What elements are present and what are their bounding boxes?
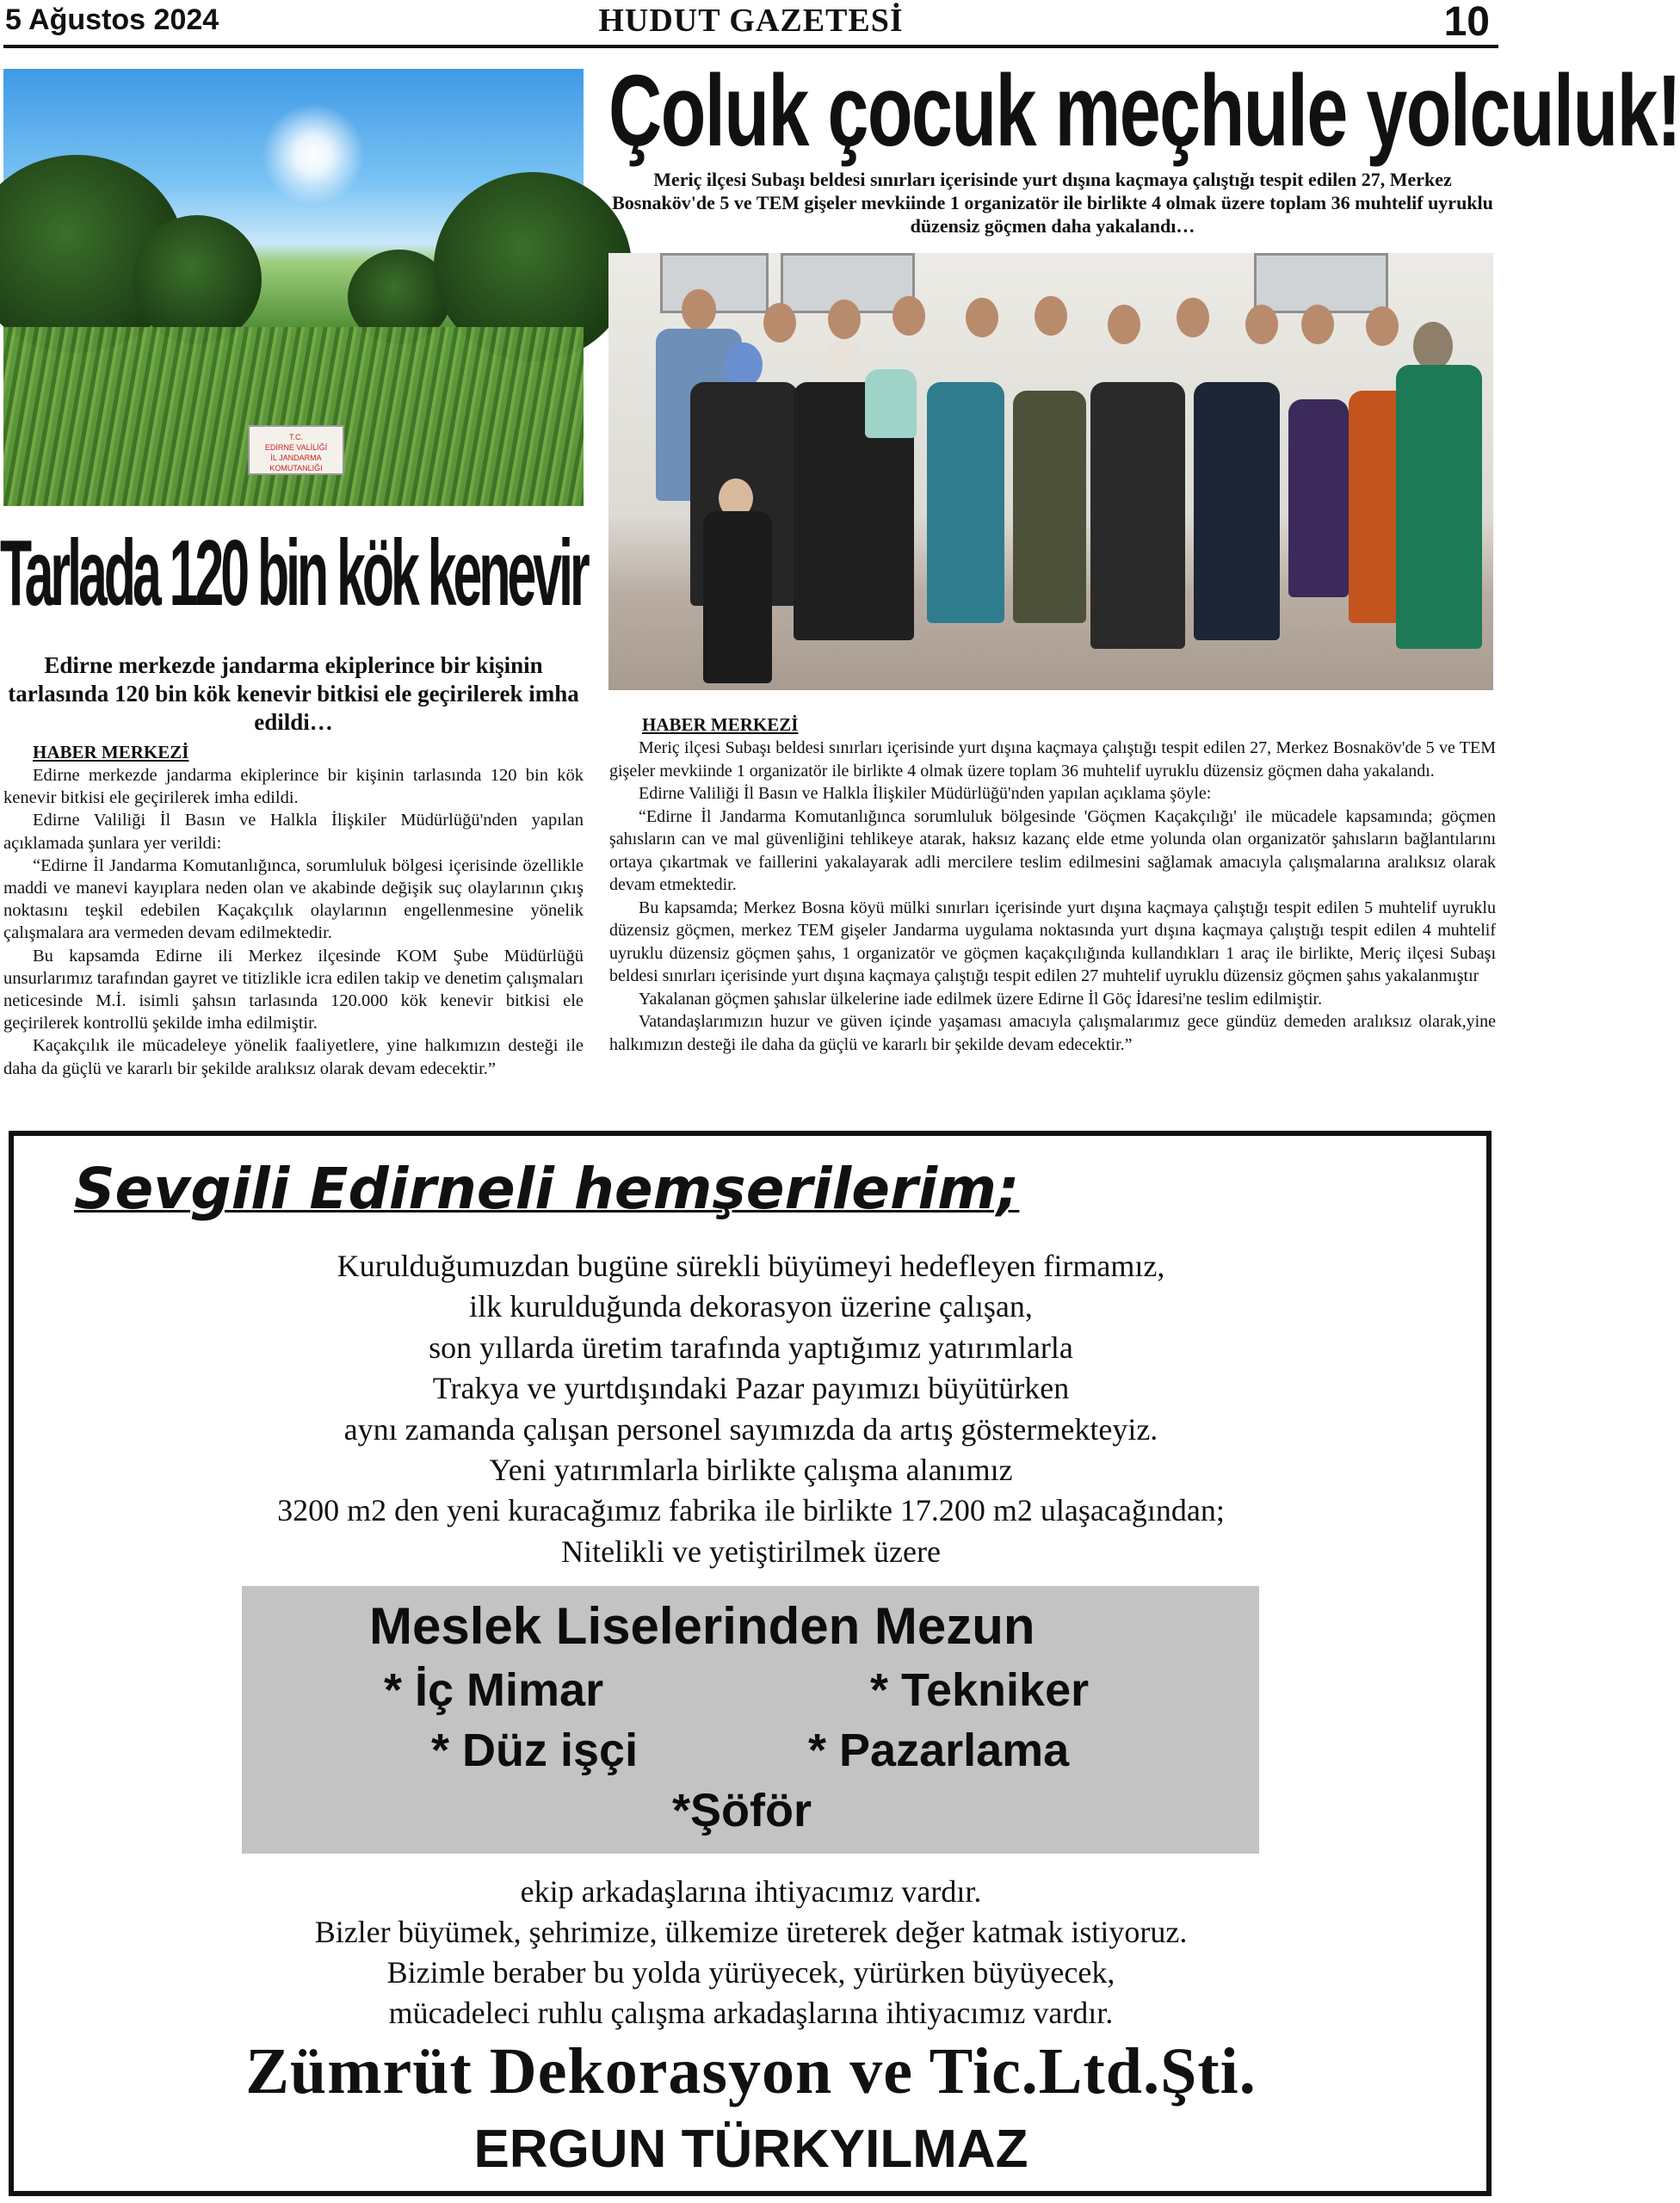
paragraph: Vatandaşlarımızın huzur ve güven içinde yaşaması amacıyla çalışmalarımız gece gündüz demeden aralıksız olarak,yine halkımızın desteği ile daha da güçlü ve kararlı bir şekilde devam edecektir.” bbox=[609, 1012, 1496, 1054]
migrant-group-photo bbox=[608, 253, 1493, 690]
paragraph: Bu kapsamda; Merkez Bosna köyü mülki sınırları içerisinde yurt dışına kaçmaya çalıştığı tespit edilen 5 muhtelif uyruklu düzensiz göçmen, merkez TEM gişeler Jandarma uygulama noktasında yurt dışına kaçmaya çalıştığı tespit edilen 4 muhtelif uyruklu düzensiz göçmen şahıs, 1 organizatör ve göçmen kaçakçılığında kullandıkları 1 araç ile birlikte, Meriç ilçesi Subaşı beldesi sınırları içerisinde yurt dışına kaçmaya çalıştığı tespit edilen 27 muhtelif uyruklu düzensiz göçmen şahıs yakalanmıştır bbox=[609, 898, 1496, 985]
person-head bbox=[1245, 305, 1278, 344]
left-headline: Tarlada 120 bin kök kenevir bbox=[0, 521, 587, 626]
person-head bbox=[1035, 296, 1067, 336]
right-byline: HABER MERKEZİ bbox=[642, 714, 799, 735]
hemp-field-photo bbox=[3, 69, 584, 506]
paragraph: Bu kapsamda Edirne ili Merkez ilçesinde KOM Şube Müdürlüğü unsurlarımız tarafından gayret ve titizlikle icra edilen takip ve denetim çalışmaları neticesinde M.İ. isimli şahsın tarlasında 120.000 kök kenevir bitkisi ele geçirilerek kontrollü şekilde imha edilmiştir. bbox=[3, 946, 584, 1034]
position-item: *Şöför bbox=[672, 1785, 812, 1836]
newspaper-name: HUDUT GAZETESİ bbox=[598, 3, 904, 39]
right-headline: Çoluk çocuk meçhule yolculuk! bbox=[608, 54, 1680, 168]
person-head bbox=[966, 298, 998, 337]
advert-line: Bizler büyümek, şehrimize, ülkemize üreterek değer katmak istiyoruz. bbox=[314, 1915, 1188, 1949]
advert-title: Sevgili Edirneli hemşerilerim; bbox=[74, 1156, 1020, 1222]
advert-line: Trakya ve yurtdışındaki Pazar payımızı büyütürken bbox=[432, 1371, 1070, 1406]
paragraph: “Edirne İl Jandarma Komutanlığınca sorumluluk bölgesinde 'Göçmen Kaçakçılığı' ile mücadele kapsamında; göçmen şahısların can ve mal güvenliğini tehlikeye atarak, haksız kazanç elde etme yolunda olan organizatör şahısların bağlantılarını ortaya çıkartmak ve faillerini yakalayarak adli mercilere teslim edilmesini sağlamak amacıyla çalışmalarına aralıksız olarak devam etmektedir. bbox=[609, 806, 1496, 894]
position-item: * İç Mimar bbox=[384, 1664, 604, 1716]
advert-line: Yeni yatırımlarla birlikte çalışma alanımız bbox=[489, 1453, 1013, 1488]
position-item: * Pazarlama bbox=[808, 1725, 1070, 1776]
left-article-body bbox=[3, 764, 584, 1080]
advert-line: ekip arkadaşlarına ihtiyacımız vardır. bbox=[520, 1874, 982, 1909]
hemp-plants bbox=[3, 327, 584, 506]
paragraph: Edirne merkezde jandarma ekiplerince bir kişinin tarlasında 120 bin kök kenevir bitkisi ele geçirilerek imha edildi. bbox=[3, 766, 584, 808]
paragraph: Edirne Valiliği İl Basın ve Halkla İlişkiler Müdürlüğü'nden yapılan açıklamada şunlara yer verildi: bbox=[3, 811, 584, 853]
person-head bbox=[1177, 298, 1209, 337]
left-byline: HABER MERKEZİ bbox=[33, 742, 189, 762]
advert-closing bbox=[0, 1872, 1502, 2033]
sign-line: İL JANDARMA KOMUTANLIĞI bbox=[269, 454, 323, 472]
page-number: 10 bbox=[1443, 0, 1490, 45]
position-item: * Tekniker bbox=[870, 1664, 1090, 1716]
person-head bbox=[1413, 322, 1453, 370]
person-head bbox=[1366, 306, 1399, 346]
person-head bbox=[725, 342, 763, 387]
advert-line: mücadeleci ruhlu çalışma arkadaşlarına ihtiyacımız vardır. bbox=[388, 1996, 1114, 2030]
person-body bbox=[1013, 391, 1086, 623]
paragraph: Kaçakçılık ile mücadeleye yönelik faaliyetlere, yine halkımızın desteği ile daha da güçlü ve kararlı bir şekilde aralıksız olarak devam edecektir.” bbox=[3, 1036, 584, 1078]
gendarmerie-sign bbox=[248, 425, 344, 475]
advert-line: Bizimle beraber bu yolda yürüyecek, yürürken büyüyecek, bbox=[386, 1955, 1115, 1990]
issue-date: 5 Ağustos 2024 bbox=[5, 3, 219, 36]
person-body bbox=[1396, 365, 1482, 649]
job-positions-box bbox=[242, 1586, 1259, 1854]
advert-line: ilk kurulduğunda dekorasyon üzerine çalışan, bbox=[469, 1289, 1033, 1324]
position-item: * Düz işçi bbox=[431, 1725, 639, 1776]
sign-line: EDİRNE VALİLİĞİ bbox=[264, 443, 328, 452]
tree-left-small bbox=[133, 215, 262, 344]
paragraph: Edirne Valiliği İl Basın ve Halkla İlişkiler Müdürlüğü'nden yapılan açıklama şöyle: bbox=[639, 784, 1212, 803]
baby-body bbox=[865, 369, 917, 438]
person-head bbox=[1108, 305, 1140, 344]
window bbox=[1254, 253, 1388, 313]
person-body bbox=[927, 382, 1004, 623]
advert-line: aynı zamanda çalışan personel sayımızda da artış göstermekteyiz. bbox=[343, 1411, 1158, 1447]
positions-heading: Meslek Liselerinden Mezun bbox=[369, 1597, 1035, 1655]
header-rule bbox=[3, 45, 1498, 48]
company-name: Zümrüt Dekorasyon ve Tic.Ltd.Şti. bbox=[245, 2035, 1257, 2107]
left-subheadline: Edirne merkezde jandarma ekiplerince bir kişinin tarlasında 120 bin kök kenevir bitkisi ele geçirilerek imha edildi… bbox=[8, 652, 579, 735]
contact-person: ERGUN TÜRKYILMAZ bbox=[473, 2120, 1028, 2179]
paragraph: Yakalanan göçmen şahıslar ülkelerine iade edilmek üzere Edirne İl Göç İdaresi'ne teslim edilmiştir. bbox=[639, 989, 1323, 1009]
person-head bbox=[892, 296, 925, 336]
advert-line: Nitelikli ve yetiştirilmek üzere bbox=[561, 1533, 941, 1569]
sign-line: T.C. bbox=[288, 433, 303, 441]
advert-line: 3200 m2 den yeni kuracağımız fabrika ile birlikte 17.200 m2 ulaşacağından; bbox=[277, 1493, 1225, 1528]
paragraph: Meriç ilçesi Subaşı beldesi sınırları içerisinde yurt dışına kaçmaya çalıştığı tespit edilen 27, Merkez Bosnaköv'de 5 ve TEM gişeler mevkiinde 1 organizatör ile birlikte 4 olmak üzere toplam 36 muhtelif uyruklu düzensiz göçmen daha yakalandı. bbox=[609, 738, 1496, 781]
sun-glare bbox=[262, 103, 365, 207]
person-head bbox=[682, 289, 716, 330]
person-head bbox=[828, 299, 861, 339]
advert-line: Kurulduğumuzdan bugüne sürekli büyümeyi hedefleyen firmamız, bbox=[337, 1249, 1165, 1283]
right-subheadline: Meriç ilçesi Subaşı beldesi sınırları içerisinde yurt dışına kaçmaya çalıştığı tespit edilen 27, Merkez Bosnaköv'de 5 ve TEM gişeler mevkiinde 1 organizatör ile birlikte 4 olmak üzere toplam 36 muhtelif uyruklu düzensiz göçmen daha yakalandı… bbox=[612, 169, 1493, 237]
advert-intro bbox=[0, 1246, 1502, 1572]
paragraph: “Edirne İl Jandarma Komutanlığınca, sorumluluk bölgesi içerisinde özellikle maddi ve manevi kayıplara neden olan ve akabinde değişik suç olaylarının çıkış noktasını teşkil edebilen Kaçakçılık olaylarının engellenmesine yönelik çalışmalara ara vermeden devam edilmektedir. bbox=[3, 855, 584, 943]
person-body bbox=[1194, 382, 1280, 640]
advert-line: son yıllarda üretim tarafında yaptığımız yatırımlarla bbox=[429, 1330, 1073, 1365]
person-body bbox=[1288, 399, 1349, 597]
person-head bbox=[1301, 305, 1334, 344]
child-body bbox=[703, 511, 772, 683]
right-article-body bbox=[609, 737, 1496, 1056]
person-head bbox=[763, 303, 796, 342]
person-body bbox=[1090, 382, 1185, 649]
